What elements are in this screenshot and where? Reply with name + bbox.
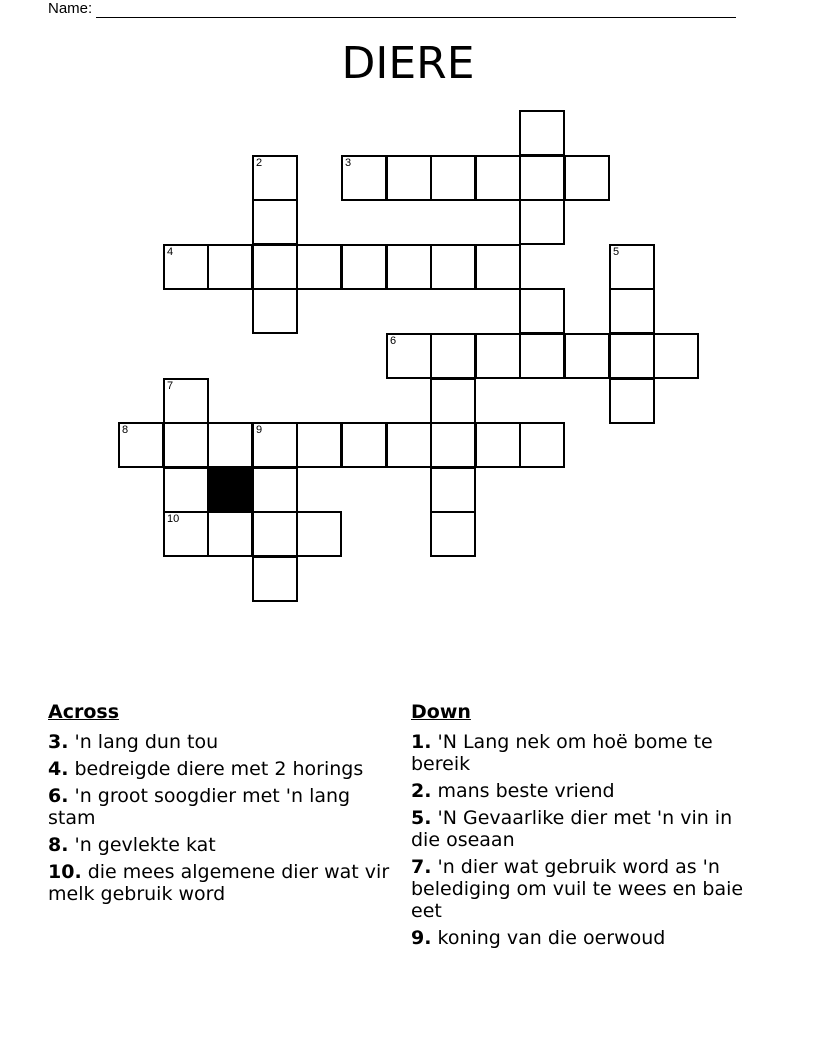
grid-cell[interactable] [653, 333, 699, 379]
clue-number: 2 [256, 157, 263, 169]
grid-cell[interactable] [519, 288, 565, 334]
clue-number: 7 [167, 380, 174, 392]
grid-cell[interactable] [341, 244, 387, 290]
grid-cell[interactable] [296, 244, 342, 290]
grid-cell[interactable] [386, 333, 432, 379]
down-heading: Down [411, 701, 471, 723]
grid-cell[interactable] [430, 155, 476, 201]
down-clue [411, 856, 761, 922]
grid-cell[interactable] [609, 378, 655, 424]
down-clue-list [411, 731, 761, 949]
grid-cell[interactable] [341, 422, 387, 468]
clue-text: 'n groot soogdier met 'n lang stam [48, 785, 351, 829]
grid-cell[interactable] [207, 511, 253, 557]
clue-number-label: 3. [48, 731, 69, 753]
grid-cell[interactable] [430, 244, 476, 290]
grid-cell[interactable] [163, 244, 209, 290]
grid-cell[interactable] [252, 244, 298, 290]
grid-cell[interactable] [430, 467, 476, 513]
grid-cell[interactable] [163, 378, 209, 424]
grid-cell[interactable] [609, 288, 655, 334]
clue-number: 4 [167, 246, 174, 258]
down-clue [411, 927, 761, 949]
across-clue [48, 758, 398, 780]
clue-number: 5 [613, 246, 620, 258]
clue-text: die mees algemene dier wat vir melk gebruik word [48, 861, 390, 905]
across-clue [48, 861, 398, 905]
grid-cell[interactable] [475, 333, 521, 379]
grid-cell[interactable] [296, 511, 342, 557]
across-clue [48, 834, 398, 856]
grid-cell[interactable] [252, 199, 298, 245]
clue-number-label: 2. [411, 780, 432, 802]
grid-cell[interactable] [252, 155, 298, 201]
across-clue [48, 731, 398, 753]
grid-cell[interactable] [118, 422, 164, 468]
clue-text: bedreigde diere met 2 horings [68, 758, 364, 780]
clue-number-label: 8. [48, 834, 69, 856]
across-clues [48, 700, 398, 910]
down-clue [411, 731, 761, 775]
grid-cell[interactable] [207, 244, 253, 290]
clue-text: 'n lang dun tou [68, 731, 219, 753]
grid-cell[interactable] [519, 155, 565, 201]
grid-cell[interactable] [341, 155, 387, 201]
clue-text: 'N Gevaarlike dier met 'n vin in die oseaan [411, 807, 733, 851]
across-clue [48, 785, 398, 829]
grid-cell[interactable] [564, 333, 610, 379]
grid-cell[interactable] [430, 333, 476, 379]
grid-cell[interactable] [252, 288, 298, 334]
grid-cell[interactable] [252, 556, 298, 602]
grid-cell[interactable] [163, 422, 209, 468]
grid-cell[interactable] [207, 422, 253, 468]
clue-number-label: 10. [48, 861, 82, 883]
clue-text: 'n dier wat gebruik word as 'n belediging om vuil te wees en baie eet [411, 856, 744, 922]
grid-cell[interactable] [386, 155, 432, 201]
blocked-cell [207, 467, 253, 513]
name-field[interactable] [48, 0, 736, 18]
grid-cell[interactable] [475, 244, 521, 290]
grid-cell[interactable] [564, 155, 610, 201]
grid-cell[interactable] [519, 199, 565, 245]
grid-cell[interactable] [252, 422, 298, 468]
clue-number-label: 1. [411, 731, 432, 753]
grid-cell[interactable] [475, 155, 521, 201]
grid-cell[interactable] [519, 333, 565, 379]
grid-cell[interactable] [519, 110, 565, 156]
grid-cell[interactable] [386, 422, 432, 468]
grid-cell[interactable] [430, 511, 476, 557]
page-title: DIERE [341, 38, 475, 89]
grid-cell[interactable] [519, 422, 565, 468]
name-underline[interactable] [96, 3, 736, 18]
clue-text: 'N Lang nek om hoë bome te bereik [411, 731, 713, 775]
clue-number: 3 [345, 157, 352, 169]
grid-cell[interactable] [296, 422, 342, 468]
name-label: Name: [48, 0, 93, 17]
clue-number: 10 [167, 513, 180, 525]
clue-text: 'n gevlekte kat [68, 834, 216, 856]
grid-cell[interactable] [609, 244, 655, 290]
clue-text: koning van die oerwoud [431, 927, 666, 949]
clue-number-label: 7. [411, 856, 432, 878]
grid-cell[interactable] [163, 511, 209, 557]
grid-cell[interactable] [386, 244, 432, 290]
clue-number: 9 [256, 424, 263, 436]
clue-number-label: 6. [48, 785, 69, 807]
clue-number-label: 4. [48, 758, 69, 780]
grid-cell[interactable] [475, 422, 521, 468]
grid-cell[interactable] [163, 467, 209, 513]
grid-cell[interactable] [252, 511, 298, 557]
grid-cell[interactable] [430, 422, 476, 468]
grid-cell[interactable] [252, 467, 298, 513]
grid-cell[interactable] [609, 333, 655, 379]
clue-number: 6 [390, 335, 397, 347]
clue-number-label: 9. [411, 927, 432, 949]
down-clue [411, 807, 761, 851]
clue-number: 8 [122, 424, 129, 436]
grid-cell[interactable] [430, 378, 476, 424]
clue-number-label: 5. [411, 807, 432, 829]
across-clue-list [48, 731, 398, 905]
down-clues [411, 700, 761, 954]
across-heading: Across [48, 701, 120, 723]
clue-text: mans beste vriend [431, 780, 615, 802]
down-clue [411, 780, 761, 802]
